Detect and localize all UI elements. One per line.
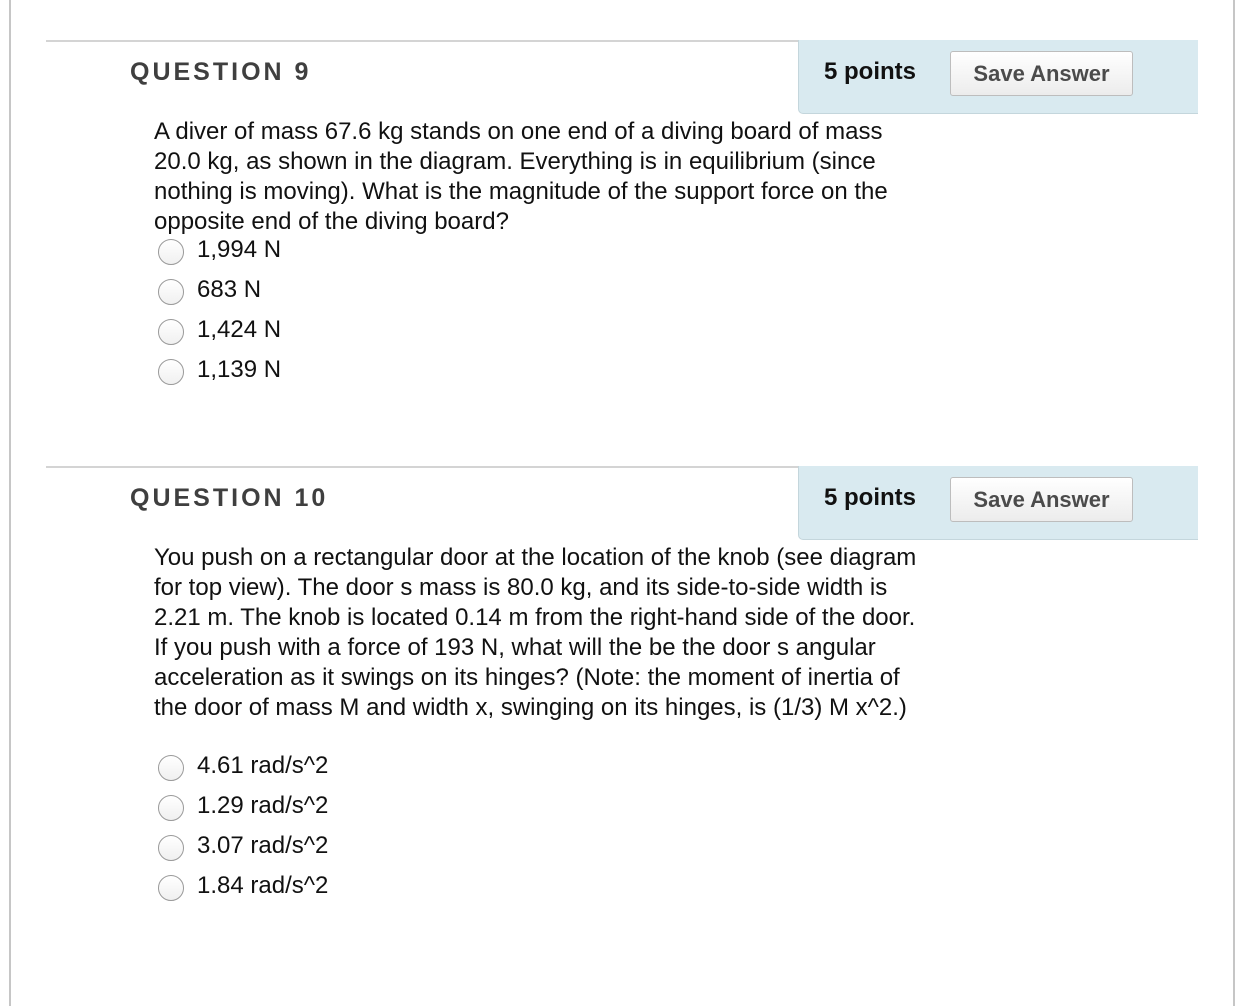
question-title: QUESTION 10 (130, 484, 329, 512)
save-answer-button[interactable]: Save Answer (950, 51, 1133, 96)
points-label: 5 points (824, 484, 917, 511)
answer-label[interactable]: 1,424 N (197, 316, 282, 343)
radio-button[interactable] (158, 319, 184, 345)
save-answer-button[interactable]: Save Answer (950, 477, 1133, 522)
radio-button[interactable] (158, 359, 184, 385)
answer-label[interactable]: 683 N (197, 276, 262, 303)
radio-button[interactable] (158, 875, 184, 901)
radio-button[interactable] (158, 835, 184, 861)
answer-label[interactable]: 1.84 rad/s^2 (197, 872, 329, 899)
radio-button[interactable] (158, 795, 184, 821)
page-border-left (9, 0, 11, 1006)
points-label: 5 points (824, 58, 917, 85)
radio-button[interactable] (158, 755, 184, 781)
question-text: A diver of mass 67.6 kg stands on one end of a diving board of mass 20.0 kg, as shown in the diagram. Everything is in equilibrium (since nothing is moving). What is the magnitude of the support force on the opposite end of the diving board? (154, 118, 888, 235)
answer-label[interactable]: 1,994 N (197, 236, 282, 263)
answer-label[interactable]: 3.07 rad/s^2 (197, 832, 329, 859)
points-panel (798, 40, 1198, 114)
answer-label[interactable]: 1.29 rad/s^2 (197, 792, 329, 819)
radio-button[interactable] (158, 279, 184, 305)
question-text: You push on a rectangular door at the location of the knob (see diagram for top view). The door s mass is 80.0 kg, and its side-to-side width is 2.21 m. The knob is located 0.14 m from the right-hand side of the door. If you push with a force of 193 N, what will the be the door s angular acceleration as it swings on its hinges? (Note: the moment of inertia of the door of mass M and width x, swinging on its hinges, is (1/3) M x^2.) (154, 544, 917, 721)
page-border-right (1233, 0, 1235, 1006)
answer-label[interactable]: 4.61 rad/s^2 (197, 752, 329, 779)
answer-label[interactable]: 1,139 N (197, 356, 282, 383)
question-title: QUESTION 9 (130, 58, 312, 86)
points-panel (798, 466, 1198, 540)
radio-button[interactable] (158, 239, 184, 265)
